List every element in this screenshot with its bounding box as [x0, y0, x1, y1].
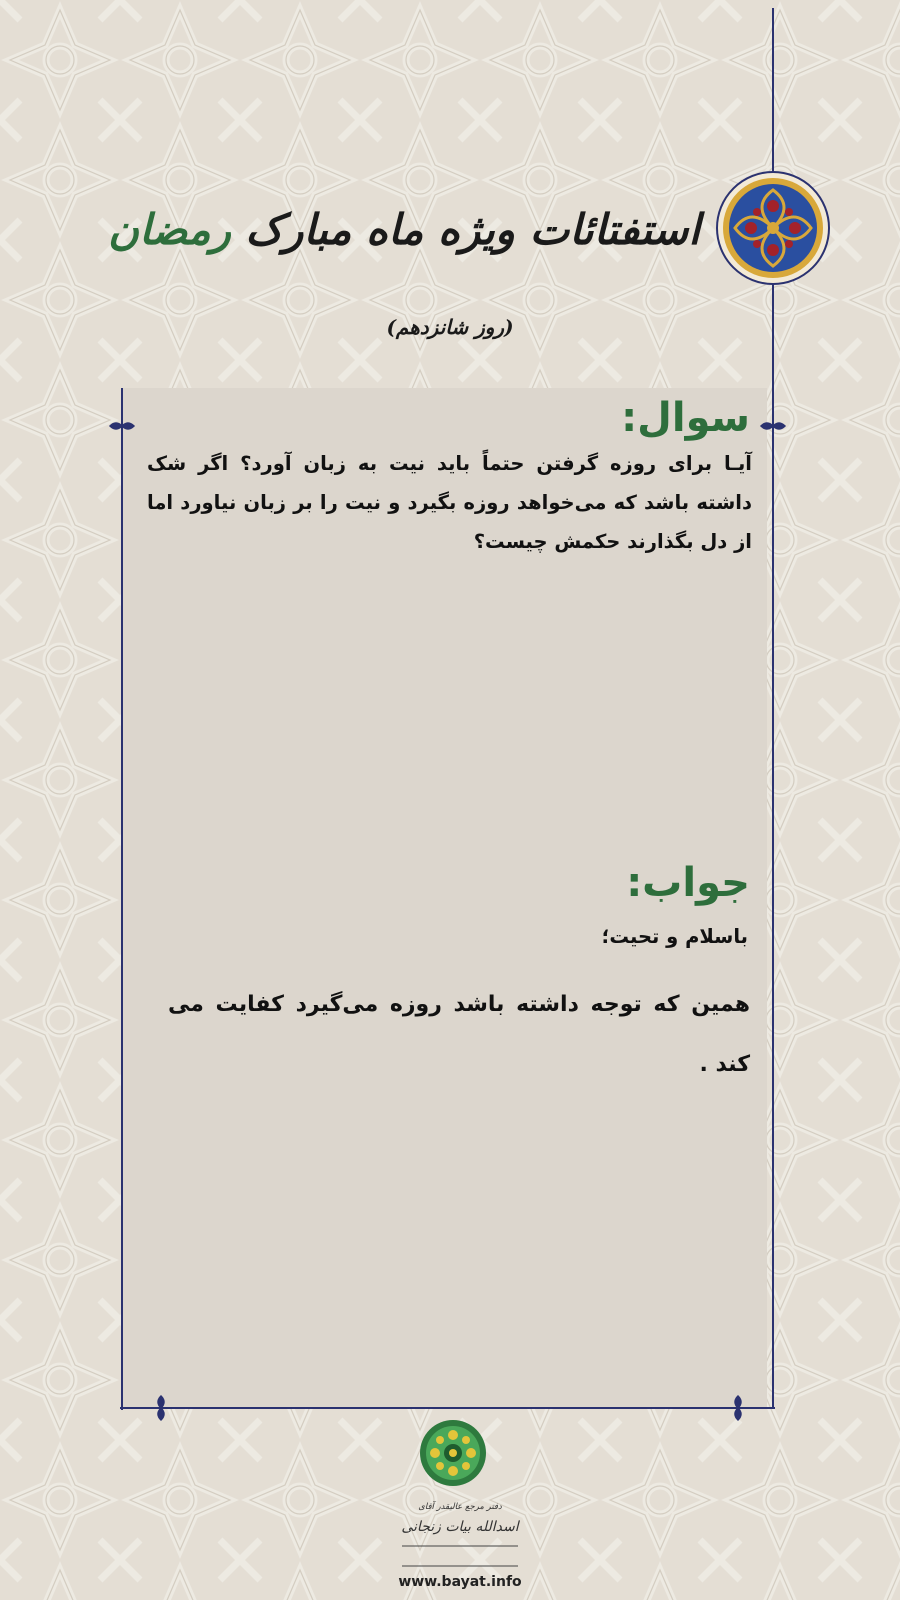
- arrow-finial-icon: [757, 410, 789, 442]
- page-subtitle: (روز شانزدهم): [386, 315, 514, 339]
- signature-underline: [398, 1540, 522, 1570]
- answer-greeting: باسلام و تحیت؛: [601, 925, 748, 948]
- office-line: دفتر مرجع عالیقدر آقای: [418, 1502, 502, 1512]
- arrow-finial-icon: [145, 1392, 177, 1424]
- title-accent: رمضان: [108, 205, 231, 254]
- green-floral-medallion-icon: [418, 1418, 488, 1488]
- answer-text: همین که توجه داشته باشد روزه می‌گیرد کفایت می کند .: [168, 992, 750, 1077]
- arrow-finial-icon: [106, 410, 138, 442]
- question-text: آیـا برای روزه گرفتن حتماً باید نیت به زبان آورد؟ اگر شک داشته باشد که می‌خواهد روزه بگیرد و نیت را بر زبان نیاورد اما از دل بگذارند حکمش چیست؟: [147, 452, 752, 553]
- page-title: استفتائات ویژه ماه مبارک رمضان: [108, 205, 700, 254]
- answer-label: جواب:: [626, 860, 750, 906]
- arrow-finial-icon: [722, 1392, 754, 1424]
- islamic-rosette-icon: [713, 168, 833, 288]
- website-link[interactable]: www.bayat.info: [398, 1574, 522, 1590]
- header: [108, 175, 700, 285]
- signature-text: اسدالله بیات زنجانی: [401, 1519, 519, 1535]
- question-label: سوال:: [621, 395, 750, 441]
